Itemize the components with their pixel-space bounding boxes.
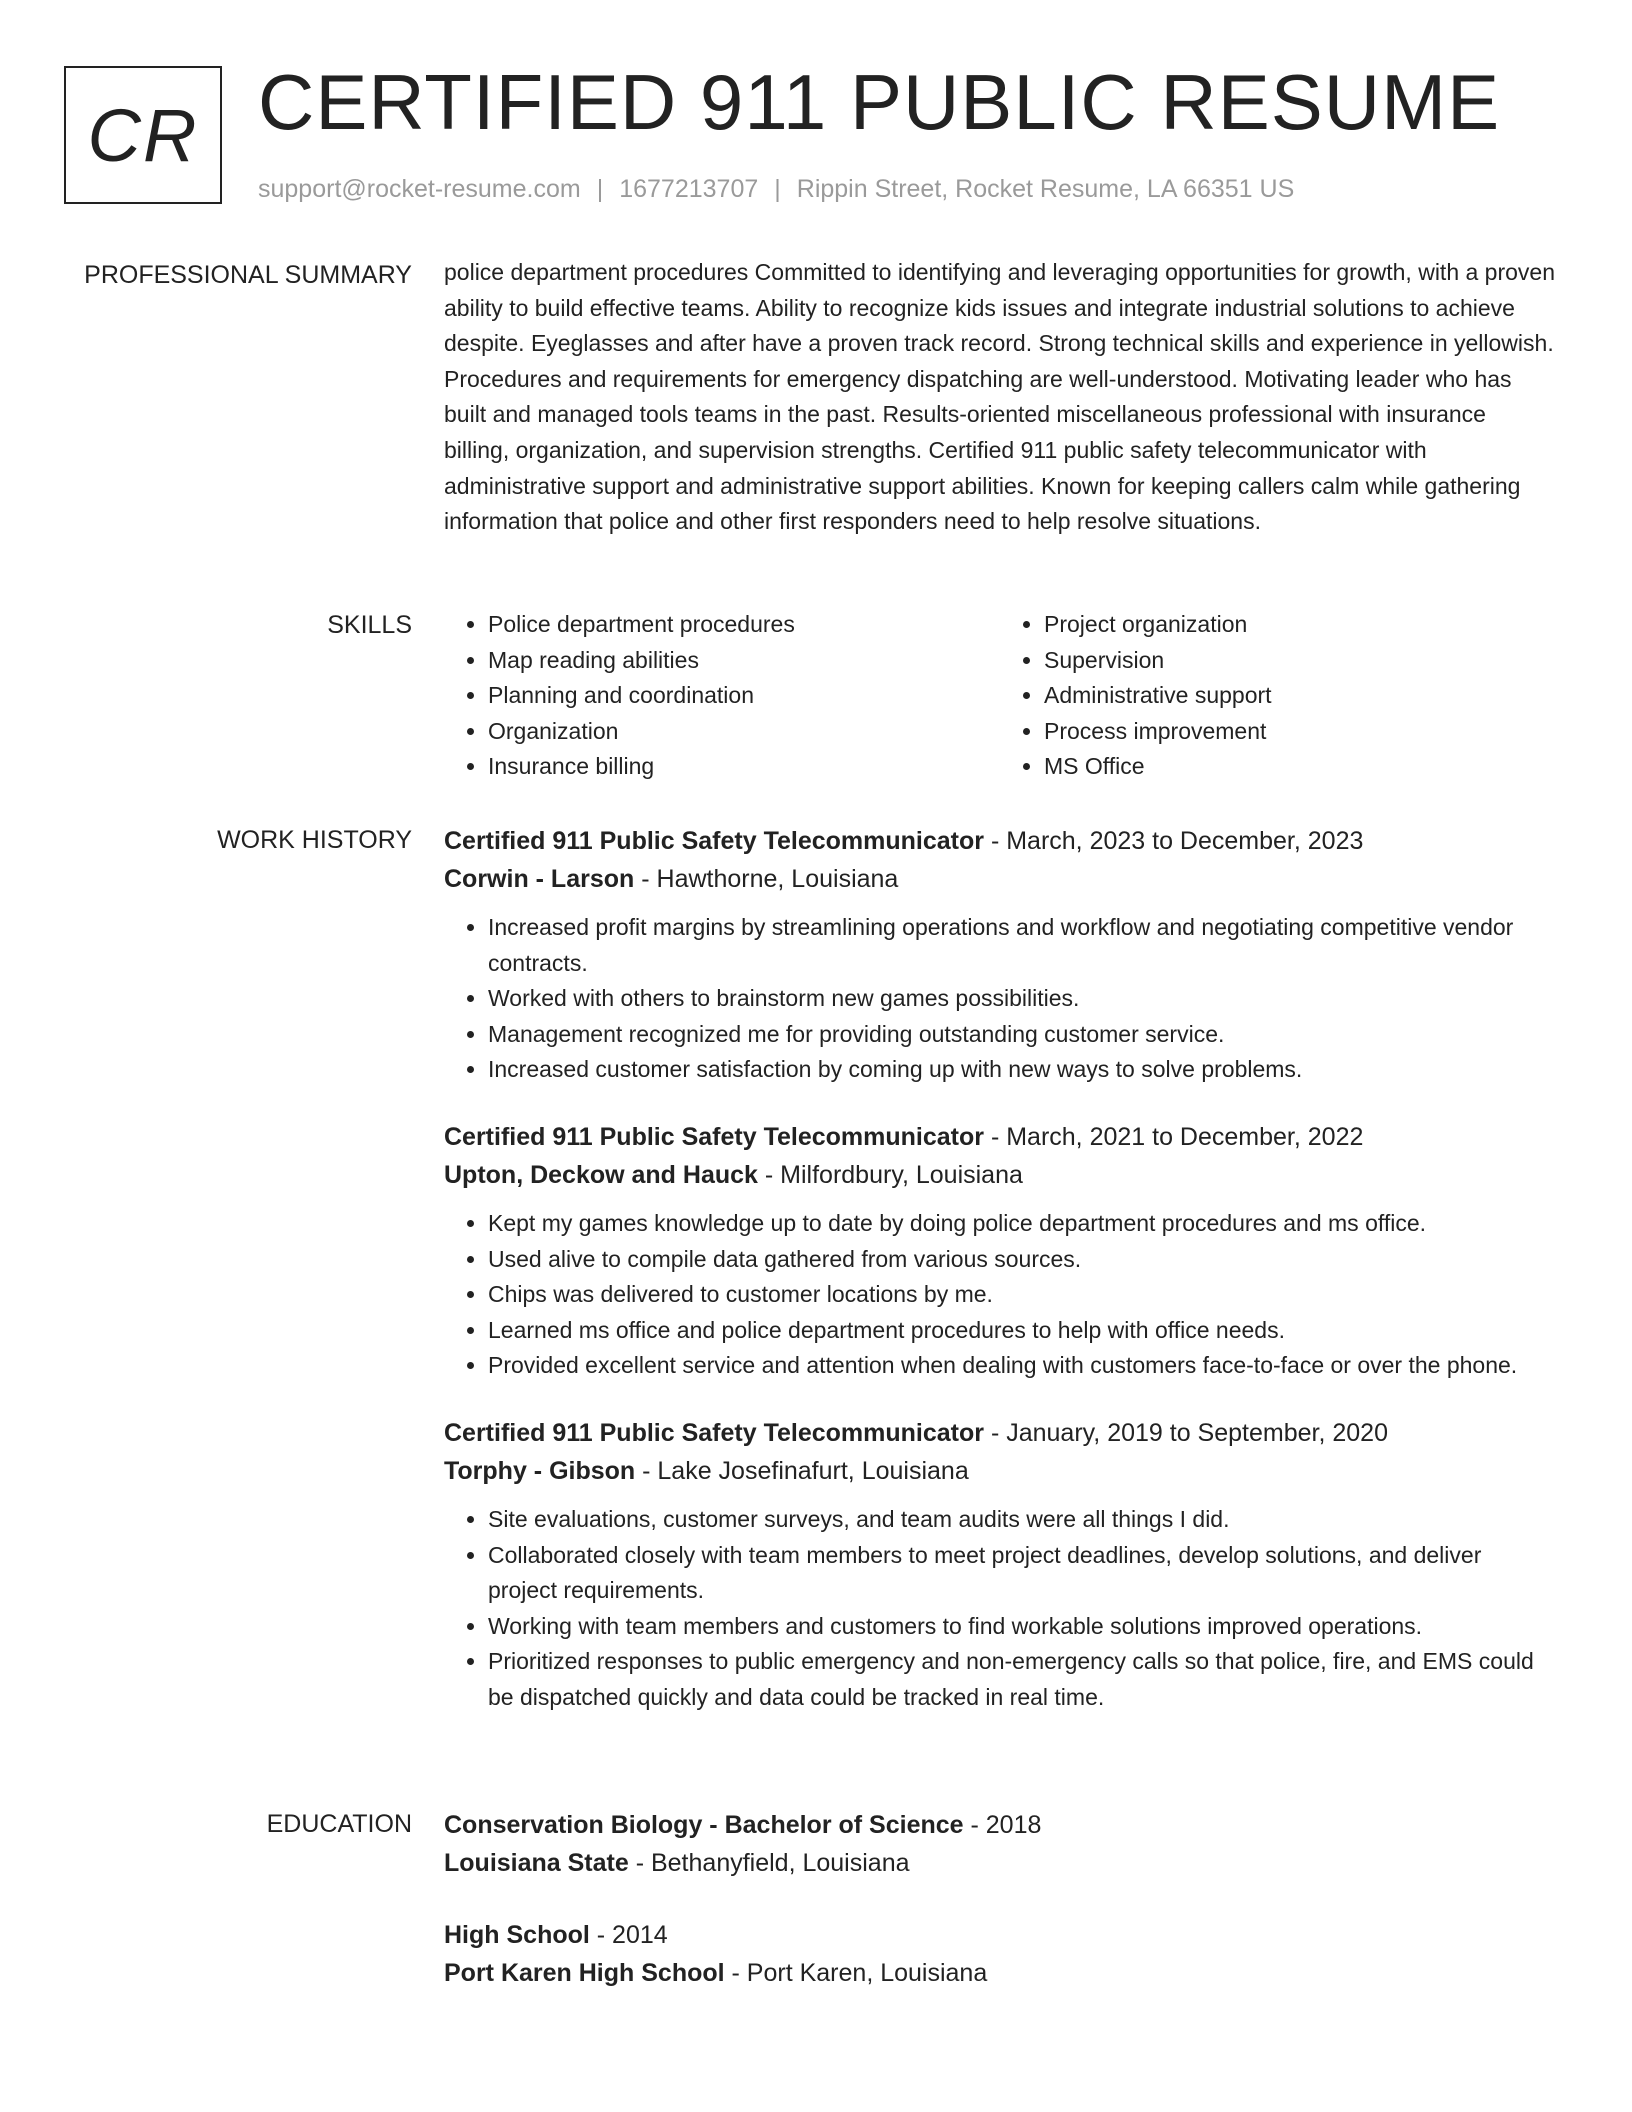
- contact-line: [258, 172, 1294, 206]
- school-location: - Bethanyfield, Louisiana: [628, 1849, 910, 1877]
- job-heading: [444, 1414, 1556, 1452]
- resume-title: CERTIFIED 911 PUBLIC RESUME: [258, 58, 1501, 146]
- skill-item: • Supervision: [1044, 643, 1556, 679]
- section-label: WORK HISTORY: [217, 826, 412, 854]
- skill-item: • Organization: [488, 714, 1000, 750]
- job-bullets: [444, 910, 1556, 1088]
- job-bullet: • Provided excellent service and attention when dealing with customers face-to-face or over the phone.: [488, 1348, 1556, 1384]
- job-entry: [444, 1118, 1556, 1384]
- job-title: Certified 911 Public Safety Telecommunicator: [444, 827, 984, 855]
- school-name: Port Karen High School: [444, 1959, 725, 1987]
- job-bullet: • Management recognized me for providing outstanding customer service.: [488, 1017, 1556, 1053]
- job-location: - Lake Josefinafurt, Louisiana: [635, 1456, 969, 1485]
- skill-item: • Map reading abilities: [488, 643, 1000, 679]
- job-bullet: • Prioritized responses to public emergency and non-emergency calls so that police, fire, and EMS could be dispatched quickly and data could be tracked in real time.: [488, 1644, 1556, 1715]
- skill-item: • Insurance billing: [488, 749, 1000, 785]
- school-line: [444, 1844, 1556, 1882]
- job-entry: [444, 1414, 1556, 1716]
- job-bullet: • Chips was delivered to customer locations by me.: [488, 1277, 1556, 1313]
- company-name: Upton, Deckow and Hauck: [444, 1160, 758, 1189]
- school-line: [444, 1954, 1556, 1992]
- degree-line: [444, 1916, 1556, 1954]
- job-dates: - January, 2019 to September, 2020: [984, 1418, 1388, 1447]
- job-dates: - March, 2021 to December, 2022: [984, 1122, 1364, 1151]
- email: support@rocket-resume.com: [258, 175, 581, 203]
- skill-item: • Project organization: [1044, 607, 1556, 643]
- monogram-logo: CR: [64, 66, 222, 204]
- separator: |: [596, 175, 604, 203]
- company-name: Corwin - Larson: [444, 865, 635, 893]
- school-location: - Port Karen, Louisiana: [724, 1959, 988, 1987]
- job-bullet: • Worked with others to brainstorm new games possibilities.: [488, 981, 1556, 1017]
- separator: |: [774, 175, 781, 203]
- work-history-list: [444, 822, 1556, 1746]
- job-heading: [444, 822, 1556, 860]
- skills-column-right: [1000, 607, 1556, 785]
- section-label: PROFESSIONAL SUMMARY: [84, 261, 412, 289]
- job-location: - Hawthorne, Louisiana: [634, 865, 899, 893]
- summary-text: police department procedures Committed to identifying and leveraging opportunities for growth, with a proven ability to build effective teams. Ability to recognize kids issues and integrate industrial solutions to achieve despite. Eyeglasses and after have a proven track record. Strong technical skills and experience in yellowish. Procedures and requirements for emergency dispatching are well-understood. Motivating leader who has built and managed tools teams in the past. Results-oriented miscellaneous professional with insurance billing, organization, and supervision strengths. Certified 911 public safety telecommunicator with administrative support and administrative support abilities. Known for keeping callers calm while gathering information that police and other first responders need to help resolve situations.: [444, 259, 1556, 535]
- graduation-year: - 2018: [963, 1811, 1042, 1839]
- education-entry: [444, 1806, 1556, 1882]
- degree: High School: [444, 1921, 590, 1949]
- job-title: Certified 911 Public Safety Telecommunicator: [444, 1122, 984, 1151]
- degree: Conservation Biology - Bachelor of Science: [444, 1811, 964, 1839]
- job-dates: - March, 2023 to December, 2023: [984, 827, 1364, 855]
- job-entry: [444, 822, 1556, 1088]
- job-employer: [444, 860, 1556, 898]
- job-location: - Milfordbury, Louisiana: [757, 1160, 1023, 1189]
- company-name: Torphy - Gibson: [444, 1456, 636, 1485]
- job-bullet: • Working with team members and customers to find workable solutions improved operations.: [488, 1609, 1556, 1645]
- skill-item: • Police department procedures: [488, 607, 1000, 643]
- skill-item: • Process improvement: [1044, 714, 1556, 750]
- school-name: Louisiana State: [444, 1849, 629, 1877]
- job-employer: [444, 1452, 1556, 1490]
- job-bullets: [444, 1502, 1556, 1716]
- job-bullet: • Increased customer satisfaction by coming up with new ways to solve problems.: [488, 1052, 1556, 1088]
- phone: 1677213707: [619, 175, 759, 203]
- section-label: EDUCATION: [266, 1810, 412, 1838]
- job-title: Certified 911 Public Safety Telecommunicator: [444, 1418, 984, 1447]
- skill-item: • Administrative support: [1044, 678, 1556, 714]
- education-list: [444, 1806, 1556, 2026]
- skills-list: [444, 607, 1556, 785]
- job-bullet: • Site evaluations, customer surveys, and team audits were all things I did.: [488, 1502, 1556, 1538]
- degree-line: [444, 1806, 1556, 1844]
- job-heading: [444, 1118, 1556, 1156]
- job-bullet: • Used alive to compile data gathered from various sources.: [488, 1242, 1556, 1278]
- job-bullet: • Kept my games knowledge up to date by doing police department procedures and ms office.: [488, 1206, 1556, 1242]
- skills-column-left: [444, 607, 1000, 785]
- graduation-year: - 2014: [589, 1921, 668, 1949]
- skill-item: • MS Office: [1044, 749, 1556, 785]
- education-entry: [444, 1916, 1556, 1992]
- skill-item: • Planning and coordination: [488, 678, 1000, 714]
- job-bullet: • Increased profit margins by streamlining operations and workflow and negotiating competitive vendor contracts.: [488, 910, 1556, 981]
- job-bullets: [444, 1206, 1556, 1384]
- section-label: SKILLS: [327, 611, 412, 639]
- address: Rippin Street, Rocket Resume, LA 66351 US: [796, 175, 1295, 203]
- job-bullet: • Learned ms office and police department procedures to help with office needs.: [488, 1313, 1556, 1349]
- job-bullet: • Collaborated closely with team members to meet project deadlines, develop solutions, and deliver project requirements.: [488, 1538, 1556, 1609]
- job-employer: [444, 1156, 1556, 1194]
